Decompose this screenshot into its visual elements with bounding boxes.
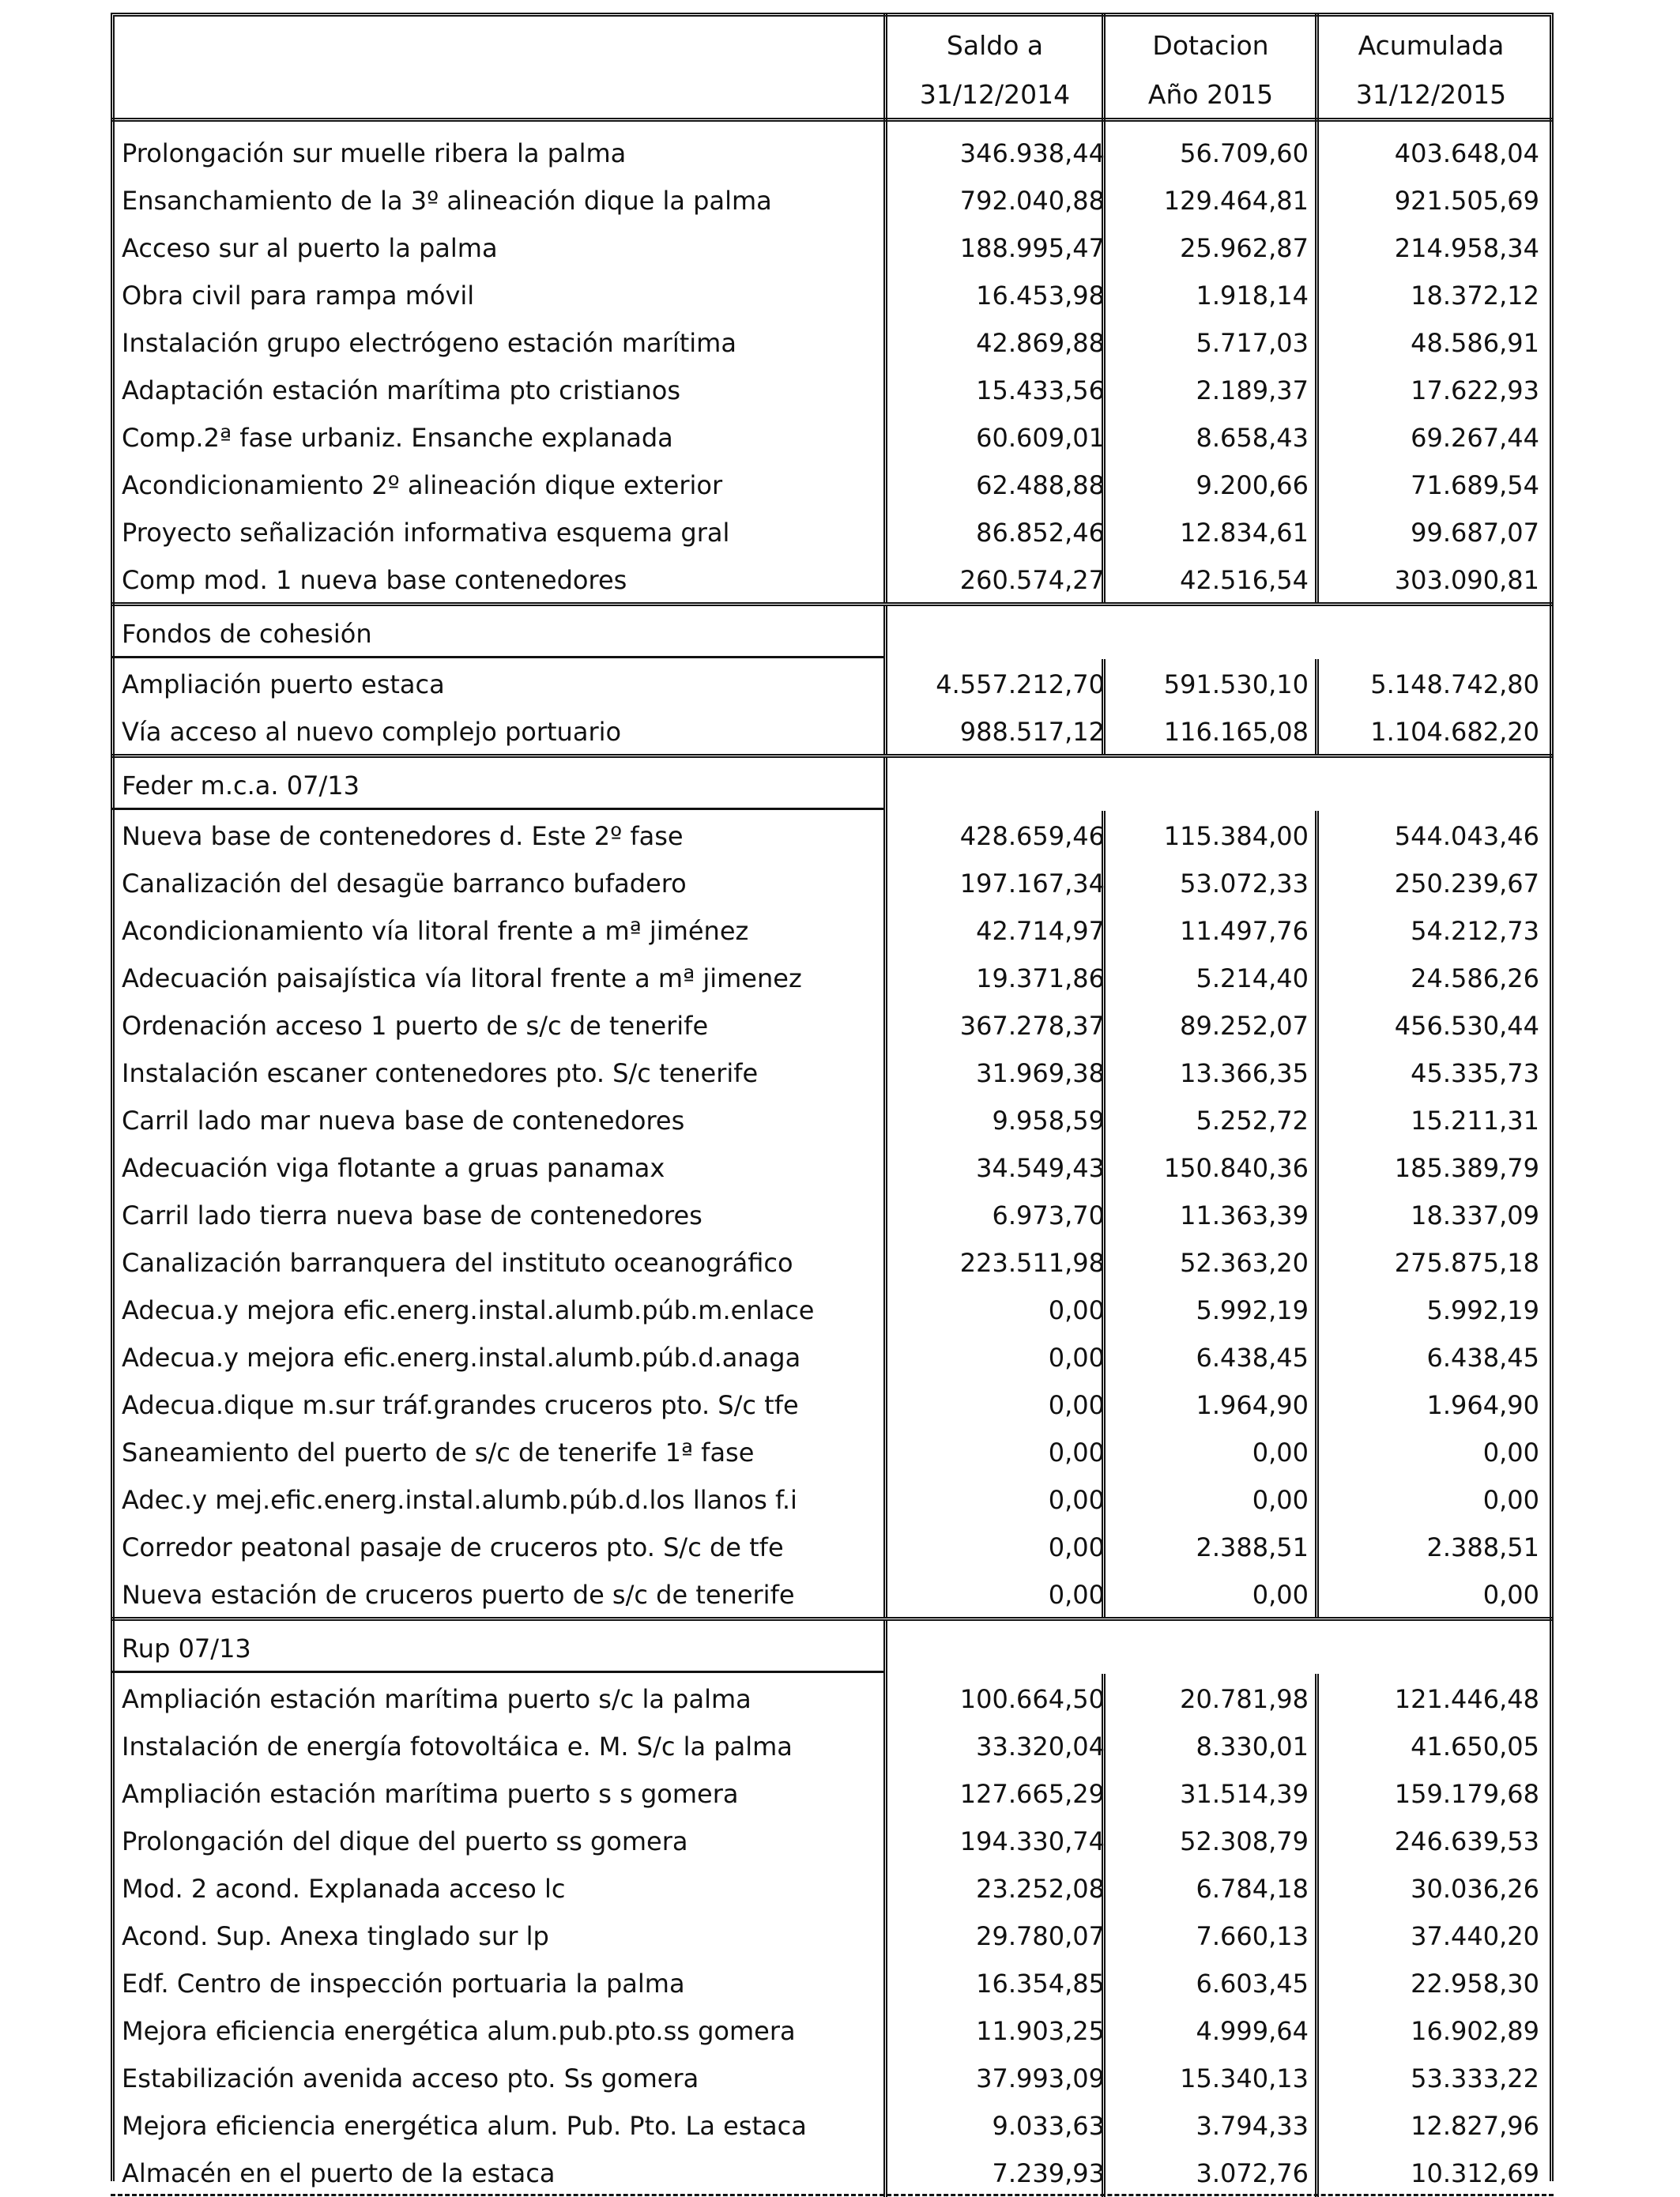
- row-acumulada: 6.438,45: [1426, 1343, 1539, 1373]
- row-saldo: 7.239,93: [992, 2158, 1105, 2188]
- row-label: Corredor peatonal pasaje de cruceros pto. S/c de tfe: [122, 1532, 784, 1562]
- table-row: [111, 1050, 1554, 1097]
- column-separator: [1102, 122, 1106, 604]
- row-saldo: 346.938,44: [959, 138, 1105, 168]
- row-saldo: 19.371,86: [976, 963, 1105, 993]
- row-dotacion: 53.072,33: [1180, 869, 1309, 899]
- section-title-rule: [111, 808, 883, 810]
- table-row: [111, 907, 1554, 955]
- row-acumulada: 71.689,54: [1411, 470, 1539, 500]
- row-saldo: 4.557.212,70: [936, 669, 1105, 699]
- table-row: [111, 1723, 1554, 1770]
- row-label: Edf. Centro de inspección portuaria la palma: [122, 1969, 685, 1999]
- table-row: [111, 272, 1554, 319]
- row-dotacion: 0,00: [1252, 1485, 1309, 1515]
- row-label: Acond. Sup. Anexa tinglado sur lp: [122, 1921, 549, 1951]
- row-saldo: 260.574,27: [959, 565, 1105, 595]
- row-label: Adecuación paisajística vía litoral frente a mª jimenez: [122, 963, 802, 993]
- row-dotacion: 42.516,54: [1180, 565, 1309, 595]
- row-acumulada: 0,00: [1482, 1438, 1539, 1468]
- row-acumulada: 99.687,07: [1411, 518, 1539, 548]
- row-acumulada: 1.964,90: [1426, 1390, 1539, 1420]
- row-saldo: 42.714,97: [976, 916, 1105, 946]
- row-saldo: 367.278,37: [959, 1011, 1105, 1041]
- table-row: [111, 1097, 1554, 1144]
- column-separator: [1102, 1674, 1106, 2197]
- column-separator: [1315, 122, 1319, 604]
- row-acumulada: 246.639,53: [1394, 1826, 1539, 1856]
- row-saldo: 792.040,88: [959, 186, 1105, 216]
- row-acumulada: 1.104.682,20: [1370, 717, 1539, 747]
- row-saldo: 188.995,47: [959, 233, 1105, 263]
- row-label: Carril lado tierra nueva base de contenedores: [122, 1200, 703, 1230]
- row-dotacion: 9.200,66: [1196, 470, 1309, 500]
- table-row: [111, 319, 1554, 367]
- header-dotacion-line2: Año 2015: [1147, 79, 1274, 110]
- row-label: Comp.2ª fase urbaniz. Ensanche explanada: [122, 423, 673, 453]
- column-separator: [883, 605, 887, 659]
- row-dotacion: 591.530,10: [1163, 669, 1309, 699]
- row-saldo: 86.852,46: [976, 518, 1105, 548]
- row-saldo: 42.869,88: [976, 328, 1105, 358]
- row-label: Vía acceso al nuevo complejo portuario: [122, 717, 622, 747]
- row-saldo: 15.433,56: [976, 375, 1105, 405]
- column-separator: [883, 659, 887, 756]
- row-dotacion: 5.252,72: [1196, 1106, 1309, 1136]
- column-separator: [883, 13, 887, 122]
- column-separator: [883, 1620, 887, 1674]
- row-dotacion: 115.384,00: [1163, 821, 1309, 851]
- row-dotacion: 13.366,35: [1180, 1058, 1309, 1088]
- row-label: Adecua.y mejora efic.energ.instal.alumb.púb.d.anaga: [122, 1343, 801, 1373]
- row-acumulada: 69.267,44: [1411, 423, 1539, 453]
- row-acumulada: 12.827,96: [1411, 2111, 1539, 2141]
- table-row: [111, 1571, 1554, 1619]
- column-separator: [1102, 811, 1106, 1619]
- table-row: [111, 708, 1554, 756]
- row-acumulada: 16.902,89: [1411, 2016, 1539, 2046]
- table-row: [111, 1476, 1554, 1524]
- header-saldo: [885, 13, 1105, 122]
- row-label: Carril lado mar nueva base de contenedores: [122, 1106, 685, 1136]
- row-label: Canalización del desagüe barranco bufadero: [122, 869, 687, 899]
- row-acumulada: 5.992,19: [1426, 1295, 1539, 1325]
- section-title-rule: [111, 656, 883, 658]
- section-title: Fondos de cohesión: [122, 619, 372, 649]
- table-row: [111, 955, 1554, 1002]
- table-row: [111, 224, 1554, 272]
- column-separator: [883, 1674, 887, 2197]
- table-row: [111, 1334, 1554, 1381]
- row-dotacion: 1.964,90: [1196, 1390, 1309, 1420]
- row-label: Instalación de energía fotovoltáica e. M. S/c la palma: [122, 1732, 793, 1762]
- header-saldo-line2: 31/12/2014: [919, 79, 1071, 110]
- row-dotacion: 1.918,14: [1196, 281, 1309, 311]
- section-title-row: [111, 760, 1554, 811]
- table-row: [111, 1002, 1554, 1050]
- row-saldo: 29.780,07: [976, 1921, 1105, 1951]
- table-row: [111, 462, 1554, 509]
- row-saldo: 6.973,70: [992, 1200, 1105, 1230]
- section-title-rule: [111, 1671, 883, 1673]
- table-row: [111, 1960, 1554, 2007]
- row-saldo: 37.993,09: [976, 2063, 1105, 2093]
- row-label: Estabilización avenida acceso pto. Ss gomera: [122, 2063, 699, 2093]
- row-dotacion: 52.308,79: [1180, 1826, 1309, 1856]
- row-acumulada: 214.958,34: [1394, 233, 1539, 263]
- row-saldo: 0,00: [1048, 1295, 1105, 1325]
- row-acumulada: 37.440,20: [1411, 1921, 1539, 1951]
- row-saldo: 0,00: [1048, 1390, 1105, 1420]
- row-dotacion: 89.252,07: [1180, 1011, 1309, 1041]
- row-acumulada: 54.212,73: [1411, 916, 1539, 946]
- row-label: Canalización barranquera del instituto oceanográfico: [122, 1248, 793, 1278]
- row-acumulada: 2.388,51: [1426, 1532, 1539, 1562]
- row-label: Prolongación del dique del puerto ss gomera: [122, 1826, 688, 1856]
- row-dotacion: 8.330,01: [1196, 1732, 1309, 1762]
- row-dotacion: 0,00: [1252, 1580, 1309, 1610]
- row-acumulada: 403.648,04: [1394, 138, 1539, 168]
- row-dotacion: 6.438,45: [1196, 1343, 1309, 1373]
- table-header: [111, 13, 1554, 122]
- row-label: Mejora eficiencia energética alum.pub.pto.ss gomera: [122, 2016, 796, 2046]
- header-dotacion-line1: Dotacion: [1152, 30, 1269, 61]
- table-row: [111, 367, 1554, 414]
- row-dotacion: 20.781,98: [1180, 1684, 1309, 1714]
- table-row: [111, 860, 1554, 907]
- row-acumulada: 17.622,93: [1411, 375, 1539, 405]
- row-label: Saneamiento del puerto de s/c de tenerife 1ª fase: [122, 1438, 755, 1468]
- table-row: [111, 1239, 1554, 1287]
- table-row: [111, 1912, 1554, 1960]
- row-dotacion: 6.784,18: [1196, 1874, 1309, 1904]
- table-row: [111, 556, 1554, 604]
- header-saldo-line1: Saldo a: [946, 30, 1044, 61]
- table-row: [111, 1865, 1554, 1912]
- row-acumulada: 45.335,73: [1411, 1058, 1539, 1088]
- page-break-rule: [111, 2194, 1554, 2196]
- table-row: [111, 2102, 1554, 2150]
- header-acumulada: [1317, 13, 1546, 122]
- row-acumulada: 24.586,26: [1411, 963, 1539, 993]
- row-dotacion: 11.497,76: [1180, 916, 1309, 946]
- table-row: [111, 1192, 1554, 1239]
- row-dotacion: 3.072,76: [1196, 2158, 1309, 2188]
- table-row: [111, 1429, 1554, 1476]
- row-dotacion: 52.363,20: [1180, 1248, 1309, 1278]
- column-separator: [1102, 659, 1106, 756]
- row-saldo: 9.958,59: [992, 1106, 1105, 1136]
- row-label: Comp mod. 1 nueva base contenedores: [122, 565, 627, 595]
- row-saldo: 11.903,25: [976, 2016, 1105, 2046]
- row-dotacion: 15.340,13: [1180, 2063, 1309, 2093]
- header-acumulada-line1: Acumulada: [1358, 30, 1505, 61]
- column-separator: [1315, 1674, 1319, 2197]
- row-label: Adecuación viga flotante a gruas panamax: [122, 1153, 665, 1183]
- row-label: Adaptación estación marítima pto cristianos: [122, 375, 680, 405]
- row-acumulada: 48.586,91: [1411, 328, 1539, 358]
- table-row: [111, 812, 1554, 860]
- row-acumulada: 0,00: [1482, 1580, 1539, 1610]
- row-label: Mejora eficiencia energética alum. Pub. Pto. La estaca: [122, 2111, 807, 2141]
- row-saldo: 428.659,46: [959, 821, 1105, 851]
- row-saldo: 60.609,01: [976, 423, 1105, 453]
- row-saldo: 62.488,88: [976, 470, 1105, 500]
- table-row: [111, 414, 1554, 462]
- table-row: [111, 2055, 1554, 2102]
- table-row: [111, 2007, 1554, 2055]
- row-label: Prolongación sur muelle ribera la palma: [122, 138, 627, 168]
- row-dotacion: 7.660,13: [1196, 1921, 1309, 1951]
- row-label: Obra civil para rampa móvil: [122, 281, 475, 311]
- row-saldo: 31.969,38: [976, 1058, 1105, 1088]
- row-dotacion: 5.214,40: [1196, 963, 1309, 993]
- row-acumulada: 121.446,48: [1394, 1684, 1539, 1714]
- row-acumulada: 5.148.742,80: [1370, 669, 1539, 699]
- row-dotacion: 4.999,64: [1196, 2016, 1309, 2046]
- row-saldo: 0,00: [1048, 1485, 1105, 1515]
- row-dotacion: 12.834,61: [1180, 518, 1309, 548]
- row-label: Ampliación estación marítima puerto s s gomera: [122, 1779, 739, 1809]
- row-label: Acondicionamiento vía litoral frente a mª jiménez: [122, 916, 749, 946]
- column-separator: [883, 811, 887, 1619]
- column-separator: [1315, 659, 1319, 756]
- column-separator: [883, 757, 887, 811]
- section-bottom-rule: [111, 1617, 1554, 1621]
- row-label: Instalación escaner contenedores pto. S/c tenerife: [122, 1058, 759, 1088]
- row-acumulada: 0,00: [1482, 1485, 1539, 1515]
- row-acumulada: 303.090,81: [1394, 565, 1539, 595]
- row-saldo: 33.320,04: [976, 1732, 1105, 1762]
- section-bottom-rule: [111, 754, 1554, 758]
- row-acumulada: 53.333,22: [1411, 2063, 1539, 2093]
- column-separator: [1315, 13, 1319, 122]
- row-saldo: 9.033,63: [992, 2111, 1105, 2141]
- header-dotacion: [1105, 13, 1317, 122]
- row-saldo: 16.453,98: [976, 281, 1105, 311]
- row-label: Nueva estación de cruceros puerto de s/c de tenerife: [122, 1580, 795, 1610]
- row-label: Adecua.y mejora efic.energ.instal.alumb.púb.m.enlace: [122, 1295, 815, 1325]
- row-label: Ordenación acceso 1 puerto de s/c de tenerife: [122, 1011, 709, 1041]
- row-label: Instalación grupo electrógeno estación marítima: [122, 328, 736, 358]
- table-row: [111, 1144, 1554, 1192]
- row-saldo: 23.252,08: [976, 1874, 1105, 1904]
- row-dotacion: 8.658,43: [1196, 423, 1309, 453]
- row-dotacion: 3.794,33: [1196, 2111, 1309, 2141]
- row-label: Adec.y mej.efic.energ.instal.alumb.púb.d.los llanos f.i: [122, 1485, 797, 1515]
- row-saldo: 197.167,34: [959, 869, 1105, 899]
- row-dotacion: 116.165,08: [1163, 717, 1309, 747]
- row-label: Ampliación puerto estaca: [122, 669, 445, 699]
- row-label: Mod. 2 acond. Explanada acceso lc: [122, 1874, 566, 1904]
- row-saldo: 0,00: [1048, 1343, 1105, 1373]
- row-dotacion: 5.717,03: [1196, 328, 1309, 358]
- column-separator: [1102, 13, 1106, 122]
- row-dotacion: 6.603,45: [1196, 1969, 1309, 1999]
- header-acumulada-line2: 31/12/2015: [1355, 79, 1507, 110]
- table-row: [111, 1287, 1554, 1334]
- section-title-row: [111, 609, 1554, 659]
- row-dotacion: 2.388,51: [1196, 1532, 1309, 1562]
- row-acumulada: 921.505,69: [1394, 186, 1539, 216]
- section-title-row: [111, 1623, 1554, 1674]
- table-row: [111, 1675, 1554, 1723]
- row-label: Almacén en el puerto de la estaca: [122, 2158, 556, 2188]
- row-acumulada: 18.337,09: [1411, 1200, 1539, 1230]
- row-saldo: 16.354,85: [976, 1969, 1105, 1999]
- row-dotacion: 25.962,87: [1180, 233, 1309, 263]
- table-row: [111, 1770, 1554, 1818]
- table-row: [111, 177, 1554, 224]
- row-saldo: 223.511,98: [959, 1248, 1105, 1278]
- row-acumulada: 159.179,68: [1394, 1779, 1539, 1809]
- section-title: Rup 07/13: [122, 1634, 251, 1664]
- row-saldo: 34.549,43: [976, 1153, 1105, 1183]
- table-row: [111, 661, 1554, 708]
- section-bottom-rule: [111, 602, 1554, 606]
- table-row: [111, 130, 1554, 177]
- row-dotacion: 5.992,19: [1196, 1295, 1309, 1325]
- row-saldo: 100.664,50: [959, 1684, 1105, 1714]
- row-dotacion: 31.514,39: [1180, 1779, 1309, 1809]
- row-dotacion: 56.709,60: [1180, 138, 1309, 168]
- row-dotacion: 11.363,39: [1180, 1200, 1309, 1230]
- row-saldo: 0,00: [1048, 1438, 1105, 1468]
- table-row: [111, 1524, 1554, 1571]
- row-dotacion: 0,00: [1252, 1438, 1309, 1468]
- row-label: Acceso sur al puerto la palma: [122, 233, 498, 263]
- row-label: Acondicionamiento 2º alineación dique exterior: [122, 470, 723, 500]
- table-row: [111, 2150, 1554, 2197]
- row-acumulada: 250.239,67: [1394, 869, 1539, 899]
- column-separator: [1315, 811, 1319, 1619]
- table-row: [111, 1381, 1554, 1429]
- row-label: Nueva base de contenedores d. Este 2º fase: [122, 821, 684, 851]
- row-acumulada: 22.958,30: [1411, 1969, 1539, 1999]
- row-saldo: 0,00: [1048, 1580, 1105, 1610]
- row-label: Ensanchamiento de la 3º alineación dique la palma: [122, 186, 772, 216]
- row-dotacion: 2.189,37: [1196, 375, 1309, 405]
- row-saldo: 194.330,74: [959, 1826, 1105, 1856]
- row-acumulada: 30.036,26: [1411, 1874, 1539, 1904]
- row-acumulada: 10.312,69: [1411, 2158, 1539, 2188]
- row-saldo: 0,00: [1048, 1532, 1105, 1562]
- row-saldo: 127.665,29: [959, 1779, 1105, 1809]
- row-acumulada: 275.875,18: [1394, 1248, 1539, 1278]
- row-dotacion: 150.840,36: [1163, 1153, 1309, 1183]
- table-row: [111, 509, 1554, 556]
- row-acumulada: 18.372,12: [1411, 281, 1539, 311]
- table-row: [111, 1818, 1554, 1865]
- section-title: Feder m.c.a. 07/13: [122, 771, 360, 801]
- row-acumulada: 456.530,44: [1394, 1011, 1539, 1041]
- row-acumulada: 544.043,46: [1394, 821, 1539, 851]
- row-saldo: 988.517,12: [959, 717, 1105, 747]
- row-acumulada: 41.650,05: [1411, 1732, 1539, 1762]
- column-separator: [883, 122, 887, 604]
- row-acumulada: 185.389,79: [1394, 1153, 1539, 1183]
- row-dotacion: 129.464,81: [1163, 186, 1309, 216]
- row-acumulada: 15.211,31: [1411, 1106, 1539, 1136]
- row-label: Adecua.dique m.sur tráf.grandes cruceros pto. S/c tfe: [122, 1390, 799, 1420]
- row-label: Ampliación estación marítima puerto s/c la palma: [122, 1684, 751, 1714]
- row-label: Proyecto señalización informativa esquema gral: [122, 518, 730, 548]
